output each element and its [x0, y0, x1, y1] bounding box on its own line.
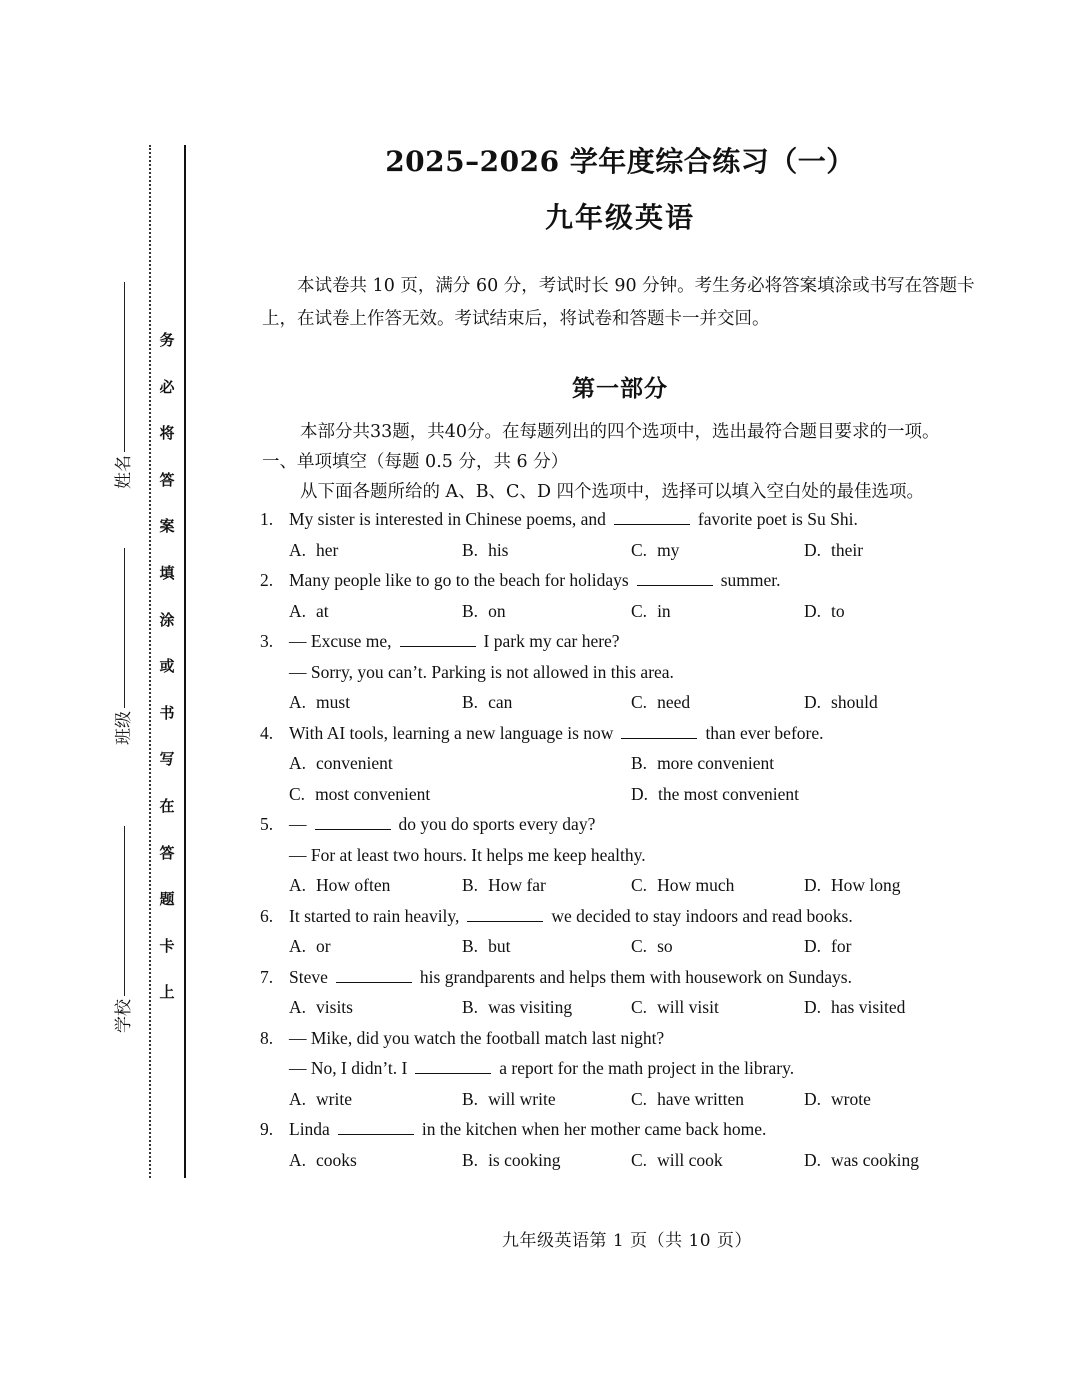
- answer-option: [289, 784, 430, 805]
- answer-option: [462, 1089, 556, 1110]
- option-text: will write: [488, 1088, 556, 1109]
- question-line: [260, 1119, 766, 1140]
- question-text: — Mike, did you watch the football match last night?: [289, 1027, 665, 1048]
- answer-blank: [315, 815, 391, 830]
- option-text: should: [831, 692, 878, 712]
- option-text: or: [316, 936, 331, 956]
- option-letter: B.: [462, 1088, 479, 1109]
- school-field[interactable]: [104, 826, 144, 1036]
- option-letter: A.: [289, 936, 307, 956]
- option-text: but: [488, 936, 511, 956]
- question-number: 5.: [260, 814, 274, 834]
- question-text: My sister is interested in Chinese poems, and: [289, 509, 606, 529]
- question-text: a report for the math project in the library.: [499, 1058, 795, 1078]
- answer-option: [289, 875, 390, 896]
- question-number: 4.: [260, 722, 274, 743]
- warning-char: 案: [159, 517, 175, 536]
- answer-option: [289, 936, 331, 957]
- option-text: on: [488, 600, 506, 621]
- answer-option: [631, 784, 799, 805]
- question-number: 7.: [260, 966, 274, 987]
- option-text: for: [831, 936, 852, 956]
- option-letter: B.: [462, 692, 479, 712]
- answer-blank: [415, 1059, 491, 1074]
- answer-blank: [614, 510, 690, 525]
- answer-blank: [621, 724, 697, 739]
- answer-option: [631, 1150, 723, 1171]
- margin-warning: [157, 330, 177, 1029]
- option-text: How far: [488, 875, 546, 895]
- option-text: How long: [831, 875, 901, 895]
- option-letter: B.: [462, 997, 479, 1017]
- question-text: in the kitchen when her mother came back home.: [421, 1119, 767, 1139]
- question-number: 6.: [260, 905, 274, 926]
- question-line: [260, 814, 595, 835]
- answer-option: [462, 936, 510, 957]
- answer-option: [289, 601, 329, 622]
- option-text: is cooking: [488, 1149, 561, 1170]
- warning-char: 在: [159, 796, 175, 815]
- option-letter: C.: [631, 997, 648, 1017]
- option-letter: D.: [804, 1149, 822, 1170]
- question-text: do you do sports every day?: [398, 814, 596, 834]
- answer-option: [289, 1089, 352, 1110]
- question-text: With AI tools, learning a new language is now: [289, 722, 614, 743]
- option-text: wrote: [831, 1088, 871, 1109]
- part-title: 第一部分: [572, 375, 668, 402]
- answer-blank: [467, 907, 543, 922]
- option-letter: A.: [289, 1088, 307, 1109]
- answer-option: [462, 1150, 561, 1171]
- answer-option: [631, 997, 719, 1018]
- option-text: will cook: [657, 1149, 723, 1170]
- option-letter: D.: [631, 783, 649, 804]
- question-text: — Sorry, you can’t. Parking is not allowed in this area.: [289, 661, 674, 682]
- option-letter: A.: [289, 1149, 307, 1170]
- option-letter: B.: [462, 936, 479, 956]
- question-text: — Excuse me,: [289, 631, 392, 651]
- option-text: need: [657, 692, 691, 712]
- option-letter: A.: [289, 753, 307, 773]
- option-letter: C.: [631, 936, 648, 956]
- question-text: summer.: [720, 570, 781, 590]
- answer-option: [289, 1150, 357, 1171]
- option-text: convenient: [316, 753, 393, 773]
- option-text: has visited: [831, 997, 906, 1017]
- binding-solid-line: [184, 145, 186, 1178]
- option-letter: B.: [462, 1149, 479, 1170]
- warning-char: 务: [159, 331, 175, 349]
- answer-option: [462, 540, 509, 561]
- option-text: visits: [316, 997, 353, 1017]
- question-line: [260, 845, 646, 866]
- answer-option: [804, 1089, 871, 1110]
- question-text: — For at least two hours. It helps me keep healthy.: [289, 844, 646, 865]
- option-letter: B.: [462, 539, 479, 560]
- question-line: [260, 967, 852, 988]
- answer-option: [631, 875, 734, 896]
- question-line: [260, 570, 781, 591]
- option-text: was cooking: [831, 1149, 919, 1170]
- option-letter: C.: [631, 1088, 648, 1109]
- answer-option: [631, 601, 671, 622]
- answer-option: [631, 692, 690, 713]
- answer-option: [462, 692, 512, 713]
- dotted-cut-line: [149, 145, 151, 1178]
- answer-option: [804, 1150, 919, 1171]
- option-letter: D.: [804, 692, 822, 712]
- answer-option: [804, 692, 878, 713]
- answer-option: [289, 692, 350, 713]
- option-text: How often: [316, 875, 391, 895]
- option-text: can: [488, 692, 513, 712]
- question-text: we decided to stay indoors and read books.: [551, 905, 853, 926]
- option-text: write: [316, 1088, 352, 1109]
- option-letter: B.: [462, 600, 479, 621]
- option-letter: C.: [631, 1149, 648, 1170]
- option-text: in: [657, 600, 671, 621]
- answer-blank: [338, 1120, 414, 1135]
- option-letter: D.: [804, 936, 822, 956]
- class-field-label: 班级: [114, 711, 134, 745]
- question-text: than ever before.: [705, 722, 824, 743]
- option-letter: A.: [289, 692, 307, 712]
- option-text: How much: [657, 875, 735, 895]
- warning-char: 上: [159, 983, 175, 1002]
- school-field-line: [124, 826, 125, 996]
- answer-option: [804, 875, 901, 896]
- answer-option: [631, 540, 679, 561]
- answer-option: [462, 997, 572, 1018]
- class-field[interactable]: [104, 548, 144, 748]
- option-text: his: [488, 539, 509, 560]
- warning-char: 或: [159, 657, 175, 676]
- question-text: favorite poet is Su Shi.: [697, 509, 858, 529]
- option-text: my: [657, 539, 680, 560]
- option-text: so: [657, 936, 673, 956]
- option-text: must: [316, 692, 351, 712]
- answer-option: [631, 936, 673, 957]
- section-heading: 一、单项填空（每题 0.5 分，共 6 分）: [262, 452, 569, 472]
- option-text: more convenient: [657, 753, 775, 773]
- option-text: will visit: [657, 997, 719, 1017]
- exam-instructions: 本试卷共 10 页，满分 60 分，考试时长 90 分钟。考生务必将答案填涂或书写在答题卡上，在试卷上作答无效。考试结束后，将试卷和答题卡一并交回。: [262, 276, 975, 329]
- option-letter: D.: [804, 600, 822, 621]
- answer-option: [804, 997, 905, 1018]
- answer-option: [631, 1089, 744, 1110]
- answer-option: [804, 601, 845, 622]
- option-text: the most convenient: [658, 783, 799, 804]
- question-number: 3.: [260, 631, 274, 651]
- question-number: 9.: [260, 1119, 274, 1139]
- exam-title: 2025–2026 学年度综合练习（一）: [385, 145, 855, 178]
- question-text: Many people like to go to the beach for holidays: [289, 570, 629, 590]
- answer-option: [462, 601, 506, 622]
- question-text: I park my car here?: [483, 631, 620, 651]
- name-field-label: 姓名: [114, 455, 134, 489]
- option-letter: B.: [462, 875, 479, 895]
- option-text: to: [831, 600, 845, 621]
- option-text: at: [316, 600, 329, 621]
- question-text: his grandparents and helps them with housework on Sundays.: [419, 966, 852, 987]
- option-letter: D.: [804, 997, 822, 1017]
- option-letter: A.: [289, 539, 307, 560]
- question-line: [260, 1058, 794, 1079]
- option-letter: D.: [804, 539, 822, 560]
- answer-option: [804, 540, 863, 561]
- question-line: [260, 509, 858, 530]
- answer-option: [631, 753, 774, 774]
- question-line: [260, 723, 824, 744]
- option-letter: C.: [631, 539, 648, 560]
- option-letter: A.: [289, 875, 307, 895]
- question-number: 1.: [260, 509, 274, 529]
- class-field-line: [124, 548, 125, 708]
- warning-char: 答: [159, 470, 175, 489]
- question-line: [260, 662, 674, 683]
- question-line: [260, 906, 853, 927]
- part-description: 本部分共33题，共40分。在每题列出的四个选项中，选出最符合题目要求的一项。: [300, 422, 940, 442]
- section-description: 从下面各题所给的 A、B、C、D 四个选项中，选择可以填入空白处的最佳选项。: [300, 482, 925, 502]
- question-text: Steve: [289, 966, 328, 987]
- option-letter: D.: [804, 875, 822, 895]
- option-letter: C.: [631, 875, 648, 895]
- question-line: [260, 631, 620, 652]
- question-text: —: [289, 814, 307, 834]
- warning-char: 写: [159, 750, 175, 769]
- option-text: her: [316, 539, 339, 560]
- option-letter: C.: [289, 783, 306, 804]
- option-letter: A.: [289, 600, 307, 621]
- option-letter: B.: [631, 753, 648, 773]
- option-letter: A.: [289, 997, 307, 1017]
- warning-char: 卡: [159, 936, 175, 955]
- warning-char: 题: [159, 890, 175, 909]
- answer-blank: [400, 632, 476, 647]
- option-letter: C.: [631, 600, 648, 621]
- warning-char: 书: [159, 703, 175, 722]
- name-field-line: [124, 282, 125, 452]
- option-text: was visiting: [488, 997, 573, 1017]
- question-number: 8.: [260, 1027, 274, 1048]
- answer-option: [804, 936, 851, 957]
- warning-char: 涂: [159, 610, 175, 629]
- warning-char: 必: [159, 377, 175, 396]
- warning-char: 将: [159, 424, 175, 443]
- answer-option: [289, 753, 393, 774]
- option-letter: D.: [804, 1088, 822, 1109]
- school-field-label: 学校: [114, 999, 134, 1033]
- exam-subtitle: 九年级英语: [544, 201, 695, 234]
- answer-blank: [336, 968, 412, 983]
- question-number: 2.: [260, 570, 274, 590]
- answer-option: [289, 540, 338, 561]
- option-text: most convenient: [315, 783, 431, 804]
- question-text: It started to rain heavily,: [289, 905, 460, 926]
- question-text: — No, I didn’t. I: [289, 1058, 408, 1078]
- option-text: their: [831, 539, 864, 560]
- question-line: [260, 1028, 664, 1049]
- option-text: cooks: [316, 1149, 357, 1170]
- warning-char: 答: [159, 843, 175, 862]
- answer-option: [289, 997, 353, 1018]
- warning-char: 填: [159, 563, 175, 582]
- page-footer: 九年级英语第 1 页（共 10 页）: [501, 1231, 753, 1251]
- option-text: have written: [657, 1088, 745, 1109]
- option-letter: C.: [631, 692, 648, 712]
- question-text: Linda: [289, 1119, 330, 1139]
- answer-option: [462, 875, 546, 896]
- answer-blank: [637, 571, 713, 586]
